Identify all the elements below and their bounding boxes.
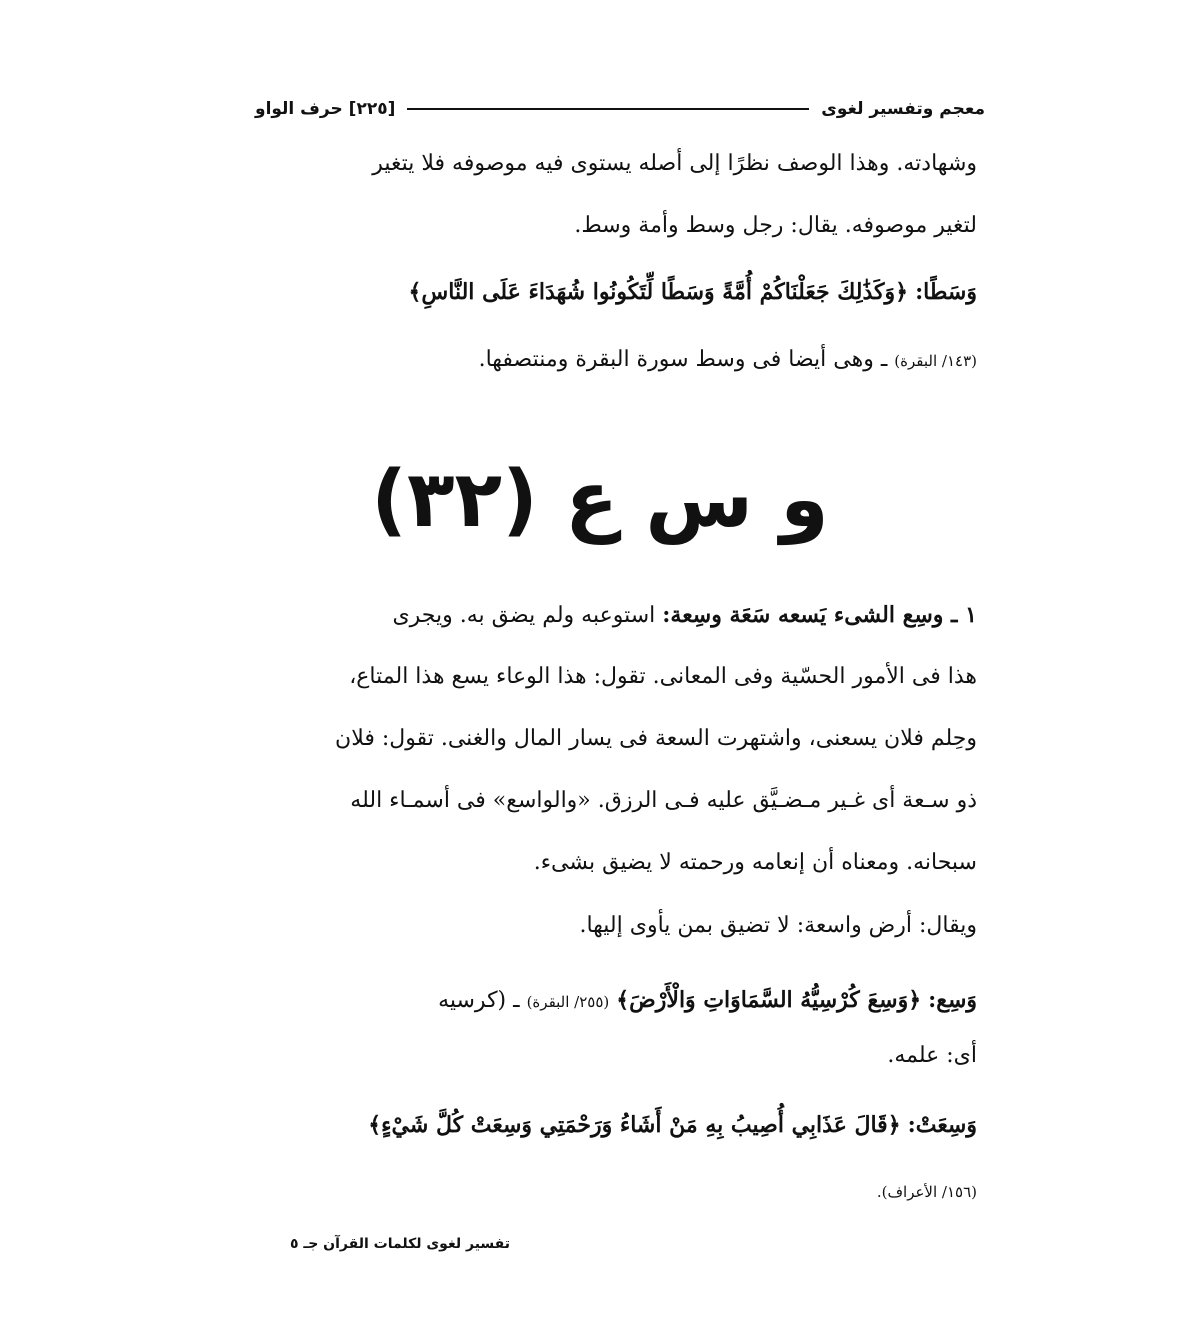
header-chapter-page: [٢٢٥] حرف الواو (255, 99, 396, 119)
entry-wasatan (250, 274, 977, 384)
text-line: وحِلم فلان يسعنى، واشتهرت السعة فى يسار المال والغنى. تقول: فلان (335, 726, 977, 751)
entry-headword: وَسِع: (928, 987, 977, 1013)
text-line: أى: علمه. (887, 1043, 977, 1068)
quran-verse: ﴿وَسِعَ كُرْسِيُّهُ السَّمَاوَاتِ وَالْأَرْضَ﴾ (616, 987, 922, 1013)
text-line: وشهادته. وهذا الوصف نظرًا إلى أصله يستوى فيه موصوفه فلا يتغير (372, 151, 977, 176)
entry-wasia-definition (250, 597, 977, 887)
text-line: سبحانه. ومعناه أن إنعامه ورحمته لا يضيق بشىء. (533, 850, 977, 875)
running-header (255, 94, 985, 124)
entry-wasiat (250, 1107, 977, 1207)
entry-wasia-verse (250, 982, 977, 1092)
text-line (250, 1173, 977, 1209)
quran-verse: ﴿وَكَذَٰلِكَ جَعَلْنَاكُمْ أُمَّةً وَسَطًا لِّتَكُونُوا شُهَدَاءَ عَلَى النَّاسِ﴾ (408, 279, 909, 305)
entry-headword: ١ ـ وسِع الشىء يَسعه سَعَة وسِعة: (662, 602, 977, 628)
entry-headword: وَسِعَتْ: (907, 1112, 977, 1138)
header-rule (407, 108, 809, 110)
text-line: لتغير موصوفه. يقال: رجل وسط وأمة وسط. (574, 213, 977, 238)
header-book-title: معجم وتفسير لغوى (821, 99, 985, 119)
verse-reference: (١٤٣/ البقرة) (894, 352, 977, 370)
verse-reference: (١٥٦/ الأعراف). (876, 1183, 977, 1201)
text-line: ويقال: أرض واسعة: لا تضيق بمن يأوى إليها. (579, 913, 977, 938)
yuqal-line (250, 908, 977, 948)
text-line (310, 597, 977, 633)
page-footer: تفسير لغوى لكلمات القرآن جـ ٥ (290, 1236, 510, 1252)
text-line (310, 274, 977, 310)
text-line (310, 1107, 977, 1143)
text-line (310, 982, 977, 1018)
text-line: ذو سـعة أى غـير مـضـيَّق عليه فـى الرزق. «والواسع» فى أسمـاء الله (350, 788, 977, 813)
section-title: و س ع (٣٢) (371, 455, 829, 545)
paragraph-continuation (250, 146, 977, 246)
quran-verse: ﴿قَالَ عَذَابِي أُصِيبُ بِهِ مَنْ أَشَاءُ وَرَحْمَتِي وَسِعَتْ كُلَّ شَيْءٍ﴾ (368, 1112, 901, 1138)
text-line: هذا فى الأمور الحسّية وفى المعانى. تقول: هذا الوعاء يسع هذا المتاع، (349, 664, 977, 689)
verse-reference: (٢٥٥/ البقرة) (526, 993, 610, 1011)
entry-headword: وَسَطًا: (915, 279, 977, 305)
entry-text: ـ (كرسيه (438, 988, 520, 1013)
entry-text: استوعبه ولم يضق به. ويجرى (392, 603, 656, 628)
text-line (250, 342, 977, 378)
entry-text: ـ وهى أيضا فى وسط سورة البقرة ومنتصفها. (478, 347, 888, 372)
